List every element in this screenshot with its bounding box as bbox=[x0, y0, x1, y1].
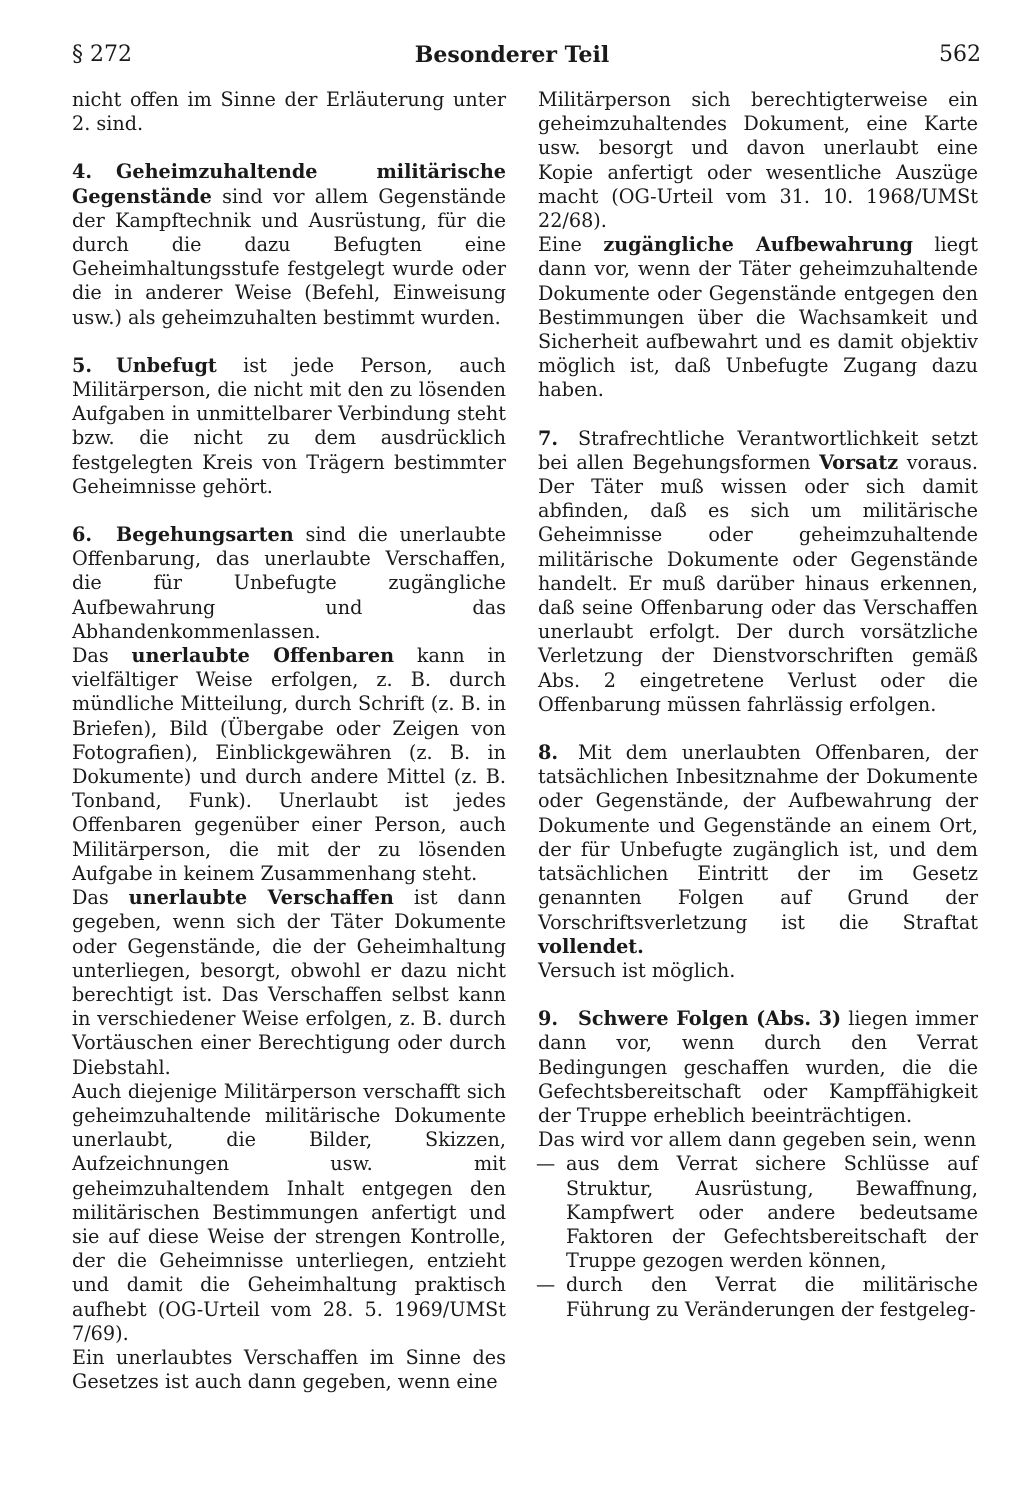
section-7 bbox=[538, 427, 978, 717]
paragraph-das-wird: Das wird vor allem dann gegeben sein, wenn bbox=[538, 1128, 977, 1152]
section-8 bbox=[538, 741, 978, 959]
section-lead: Mit dem unerlaubten Offenbaren, der tatsächlichen Inbesitznahme der Dokumente oder Gegenstände, der Aufbewahrung der Dokumente und Gegenstände an einem Ort, der für Unbefugte zugänglich ist, und dem tatsächlichen Eintritt der im Gesetz genannten Folgen auf Grund der Vorschriftsverletzung ist die Straftat bbox=[538, 741, 978, 934]
section-term: Begehungsarten bbox=[116, 523, 294, 547]
paragraph-verschaffen bbox=[72, 886, 506, 1080]
paragraph-lead: Eine bbox=[538, 233, 604, 257]
section-number: 9. bbox=[538, 1007, 559, 1031]
paragraph-aufbewahrung bbox=[538, 233, 978, 402]
paragraph-text: ist dann gegeben, wenn sich der Täter Dokumente oder Gegenstände, die der Geheimhaltung unterliegen, besorgt, obwohl er dazu nicht berechtigt ist. Das Verschaffen selbst kann in verschiedener Weise erfolgen, z. B. durch Vortäuschen einer Berechtigung oder durch Diebstahl. bbox=[72, 886, 506, 1079]
section-6 bbox=[72, 523, 506, 644]
section-9 bbox=[538, 1007, 978, 1128]
dash-list bbox=[538, 1152, 978, 1321]
section-term: Vorsatz bbox=[819, 450, 899, 474]
paragraph-verschaffen-continued: Ein unerlaubtes Verschaffen im Sinne des Gesetzes ist auch dann gegeben, wenn eine bbox=[72, 1345, 506, 1394]
paragraph-lead: Das bbox=[72, 886, 129, 910]
page-number: 562 bbox=[939, 42, 981, 67]
section-text: sind die unerlaubte Offenbarung, das unerlaubte Verschaffen, die für Unbefugte zugängliche Aufbewahrung und das Abhandenkommenlassen. bbox=[72, 523, 506, 643]
section-number: 5. bbox=[72, 353, 93, 377]
section-text: ist jede Person, auch Militärperson, die nicht mit den zu lösenden Aufgaben in unmittelbarer Verbindung steht bzw. die nicht zu dem ausdrücklich festgelegten Kreis von Trägern bestimmter Geheimnisse gehört. bbox=[72, 353, 506, 498]
section-text: sind vor allem Gegenstände der Kampftechnik und Ausrüstung, für die durch die dazu Befugten eine Geheimhaltungsstufe festgelegt wurde oder die in anderer Weise (Befehl, Einweisung usw.) als geheimzuhalten bestimmt wurden. bbox=[72, 184, 506, 329]
left-column bbox=[72, 88, 506, 1394]
paragraph-term: unerlaubte Verschaffen bbox=[128, 886, 394, 910]
paragraph-lead: Das bbox=[72, 644, 132, 668]
section-lead: Strafrechtliche Verantwortlichkeit setzt bei allen Begehungsformen bbox=[538, 426, 978, 474]
section-number: 7. bbox=[538, 426, 559, 450]
section-text: voraus. Der Täter muß wissen oder sich damit abfinden, daß es sich um militärische Geheimnisse oder geheimzuhaltende militärische Dokumente oder Gegenstände handelt. Er muß darüber hinaus erkennen, daß seine Offenbarung oder das Verschaffen unerlaubt erfolgt. Der durch vorsätzliche Verletzung der Dienstvorschriften gemäß Abs. 2 eingetretene Verlust oder die Offenbarung müssen fahrlässig erfolgen. bbox=[538, 450, 979, 716]
section-5 bbox=[72, 354, 506, 499]
paragraph-versuch: Versuch ist möglich. bbox=[538, 958, 736, 982]
list-item: — aus dem Verrat sichere Schlüsse auf Struktur, Ausrüstung, Bewaffnung, Kampfwert oder andere bedeutsame Faktoren der Gefechtsbereitschaft der Truppe gezogen werden können, bbox=[538, 1152, 978, 1273]
section-term: Schwere Folgen (Abs. 3) bbox=[578, 1007, 842, 1031]
running-title: Besonderer Teil bbox=[414, 42, 610, 68]
paragraph-term: zugängliche Aufbewahrung bbox=[603, 233, 913, 257]
continued-paragraph: Militärperson sich berechtigterweise ein geheimzuhaltendes Dokument, eine Karte usw. besorgt und davon unerlaubt eine Kopie anfertigt oder wesentliche Auszüge macht (OG-Urteil vom 31. 10. 1968/UMSt 22/68). bbox=[538, 88, 978, 233]
paragraph-term: unerlaubte Offenbaren bbox=[131, 644, 395, 668]
paragraph-text: liegt dann vor, wenn der Täter geheimzuhaltende Dokumente oder Gegenstände entgegen den Bestimmungen über die Wachsamkeit und Sicherheit aufbewahrt und es damit objektiv möglich ist, daß Unbefugte Zugang dazu haben. bbox=[538, 233, 978, 402]
section-term: vollendet. bbox=[538, 934, 644, 958]
paragraph-offenbaren bbox=[72, 644, 506, 886]
section-term: Geheimzuhaltende militärische Gegenstände bbox=[72, 160, 506, 208]
section-reference: § 272 bbox=[72, 42, 132, 67]
paragraph-militaerperson: Auch diejenige Militärperson verschafft sich geheimzuhaltende militärische Dokumente unerlaubt, die Bilder, Skizzen, Aufzeichnungen usw. mit geheimzuhaltendem Inhalt entgegen den militärischen Bestimmungen anfertigt und sie auf diese Weise der strengen Kontrolle, der die Geheimnisse unterliegen, entzieht und damit die Geheimhaltung praktisch aufhebt (OG-Urteil vom 28. 5. 1969/UMSt 7/69). bbox=[72, 1079, 506, 1345]
section-number: 4. bbox=[72, 160, 93, 184]
section-term: Unbefugt bbox=[116, 353, 217, 377]
section-number: 6. bbox=[72, 523, 93, 547]
section-number: 8. bbox=[538, 741, 559, 765]
section-4 bbox=[72, 160, 506, 329]
paragraph-text: kann in vielfältiger Weise erfolgen, z. B. durch mündliche Mitteilung, durch Schrift (z. B. in Briefen), Bild (Übergabe oder Zeigen von Fotografien), Einblickgewähren (z. B. in Dokumente) und durch andere Mittel (z. B. Tonband, Funk). Unerlaubt ist jedes Offenbaren gegenüber einer Person, auch Militärperson, die mit der zu lösenden Aufgabe in keinem Zusammenhang steht. bbox=[72, 644, 506, 885]
right-column bbox=[538, 88, 978, 1322]
section-text: liegen immer dann vor, wenn durch den Verrat Bedingungen geschaffen wurden, die die Gefechtsbereitschaft oder Kampffähigkeit der Truppe erheblich beeinträchtigen. bbox=[538, 1007, 978, 1127]
list-item: — durch den Verrat die militärische Führung zu Veränderungen der festgeleg- bbox=[538, 1273, 978, 1321]
intro-paragraph: nicht offen im Sinne der Erläuterung unter 2. sind. bbox=[72, 88, 506, 136]
